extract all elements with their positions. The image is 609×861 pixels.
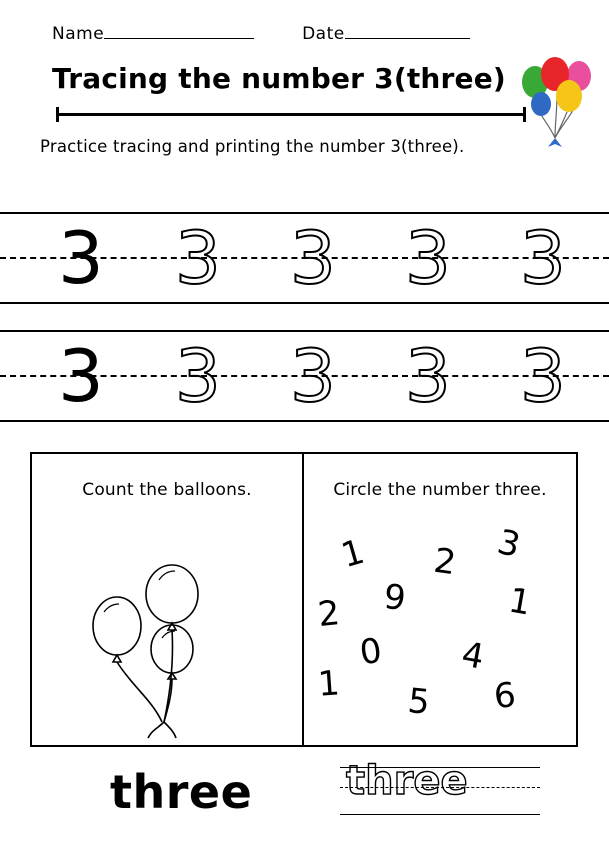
balloons-line-art <box>32 514 302 744</box>
scattered-number[interactable]: 4 <box>458 634 487 678</box>
tracing-dotted-digit[interactable]: 3 <box>175 216 221 300</box>
scattered-number[interactable]: 6 <box>491 674 518 718</box>
name-label: Name <box>52 24 105 44</box>
tracing-row-2[interactable] <box>0 330 609 422</box>
scattered-number[interactable]: 2 <box>431 540 459 584</box>
name-input-rule[interactable] <box>104 38 254 39</box>
tracing-glyphs <box>0 212 609 304</box>
title-divider <box>56 107 526 121</box>
scattered-number[interactable]: 1 <box>505 580 534 624</box>
count-balloons-cell <box>32 454 304 745</box>
count-balloons-title: Count the balloons. <box>82 480 252 500</box>
scattered-number[interactable]: 0 <box>357 630 385 674</box>
date-label: Date <box>302 24 345 44</box>
balloons-decoration-icon <box>505 48 605 153</box>
scattered-number[interactable]: 9 <box>381 576 408 620</box>
word-model: three <box>110 765 253 819</box>
tracing-model-digit: 3 <box>58 216 104 300</box>
word-tracing-area[interactable] <box>340 758 540 824</box>
tracing-dotted-digit[interactable]: 3 <box>290 216 336 300</box>
tracing-dotted-digit[interactable]: 3 <box>175 334 221 418</box>
tracing-row-1[interactable] <box>0 212 609 304</box>
scattered-number[interactable]: 1 <box>336 531 369 577</box>
scattered-number[interactable]: 3 <box>493 521 525 567</box>
divider-bar <box>56 113 526 116</box>
scattered-number[interactable]: 1 <box>316 663 342 705</box>
scattered-number[interactable]: 2 <box>315 592 342 636</box>
tracing-dotted-digit[interactable]: 3 <box>290 334 336 418</box>
page-subtitle: Practice tracing and printing the number 3(three). <box>40 137 465 156</box>
tracing-dotted-digit[interactable]: 3 <box>520 216 566 300</box>
name-field-group <box>52 24 254 44</box>
circle-number-title: Circle the number three. <box>333 480 547 500</box>
tracing-model-digit: 3 <box>58 334 104 418</box>
circle-number-cell <box>304 454 576 745</box>
date-input-rule[interactable] <box>345 38 470 39</box>
date-field-group <box>302 24 470 44</box>
tracing-dotted-digit[interactable]: 3 <box>520 334 566 418</box>
name-date-row <box>52 24 572 44</box>
scattered-number[interactable]: 5 <box>405 680 432 724</box>
word-trace-outline[interactable]: three <box>346 758 468 804</box>
tracing-glyphs <box>0 330 609 422</box>
tracing-dotted-digit[interactable]: 3 <box>405 216 451 300</box>
scattered-numbers <box>304 516 576 746</box>
word-trace-line-bottom <box>340 814 540 815</box>
activity-panel <box>30 452 578 747</box>
tracing-dotted-digit[interactable]: 3 <box>405 334 451 418</box>
page-title: Tracing the number 3(three) <box>52 62 506 95</box>
